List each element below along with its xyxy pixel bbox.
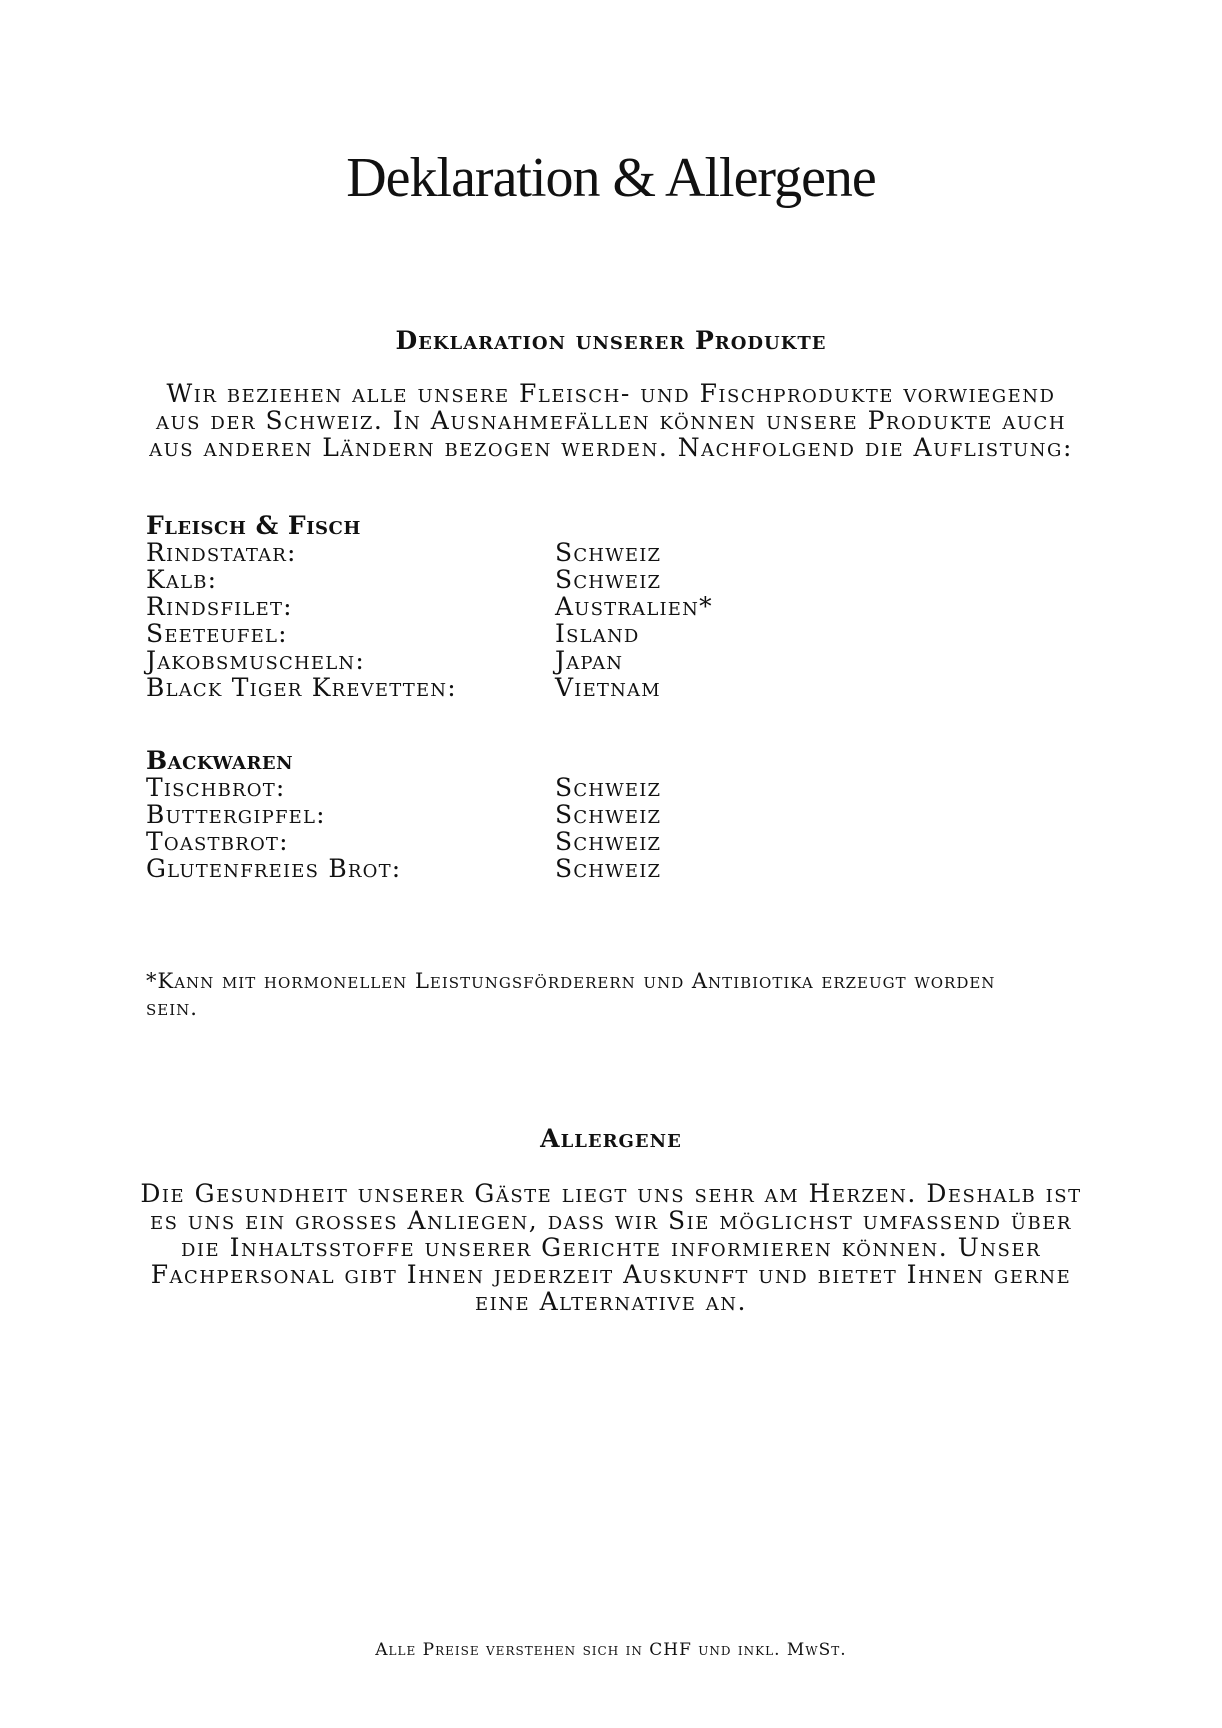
list-item bbox=[146, 539, 846, 566]
group-fleisch-fisch bbox=[146, 512, 846, 701]
item-name: Glutenfreies Brot: bbox=[146, 854, 402, 883]
item-name: Seeteufel: bbox=[146, 619, 288, 648]
item-origin: Schweiz bbox=[555, 827, 662, 856]
list-item bbox=[146, 855, 846, 882]
item-name: Rindsfilet: bbox=[146, 592, 293, 621]
declaration-heading: Deklaration unserer Produkte bbox=[395, 326, 827, 355]
item-name: Buttergipfel: bbox=[146, 800, 326, 829]
item-origin: Japan bbox=[555, 646, 624, 675]
list-item bbox=[146, 593, 846, 620]
allergens-text: Die Gesundheit unserer Gäste liegt uns sehr am Herzen. Deshalb ist es uns ein grosses Anliegen, dass wir Sie möglichst umfassend über die Inhaltsstoffe unserer Gerichte informieren können. Unser Fachpersonal gibt Ihnen jederzeit Auskunft und bietet Ihnen gerne eine Alternative an. bbox=[140, 1179, 1082, 1316]
item-name: Black Tiger Krevetten: bbox=[146, 673, 457, 702]
item-origin: Schweiz bbox=[555, 565, 662, 594]
item-origin: Australien* bbox=[555, 592, 713, 621]
list-item bbox=[146, 620, 846, 647]
item-name: Kalb: bbox=[146, 565, 218, 594]
group-backwaren bbox=[146, 747, 846, 882]
item-name: Tischbrot: bbox=[146, 773, 286, 802]
list-item bbox=[146, 801, 846, 828]
list-item bbox=[146, 566, 846, 593]
list-item bbox=[146, 647, 846, 674]
item-origin: Schweiz bbox=[555, 800, 662, 829]
item-origin: Schweiz bbox=[555, 854, 662, 883]
declaration-intro: Wir beziehen alle unsere Fleisch- und Fischprodukte vorwiegend aus der Schweiz. In Ausnahmefällen können unsere Produkte auch aus anderen Ländern bezogen werden. Nachfolgend die Auflistung: bbox=[149, 379, 1073, 462]
item-origin: Island bbox=[555, 619, 640, 648]
allergens-heading: Allergene bbox=[540, 1124, 682, 1153]
group-title: Fleisch & Fisch bbox=[146, 511, 361, 540]
list-item bbox=[146, 828, 846, 855]
item-origin: Schweiz bbox=[555, 773, 662, 802]
group-title: Backwaren bbox=[146, 746, 294, 775]
item-origin: Schweiz bbox=[555, 538, 662, 567]
item-name: Jakobsmuscheln: bbox=[146, 646, 365, 675]
item-name: Rindstatar: bbox=[146, 538, 297, 567]
list-item bbox=[146, 674, 846, 701]
list-item bbox=[146, 774, 846, 801]
item-origin: Vietnam bbox=[555, 673, 661, 702]
footnote: *Kann mit hormonellen Leistungsförderern und Antibiotika erzeugt worden sein. bbox=[146, 969, 996, 1020]
footer-note: Alle Preise verstehen sich in CHF und inkl. MwSt. bbox=[375, 1640, 847, 1660]
page-title: Deklaration & Allergene bbox=[346, 147, 876, 209]
item-name: Toastbrot: bbox=[146, 827, 289, 856]
